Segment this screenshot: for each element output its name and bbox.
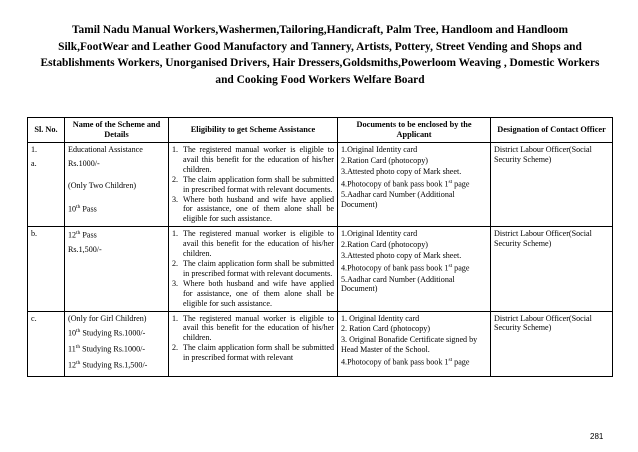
eligibility-condition bbox=[172, 343, 334, 363]
cell-officer bbox=[491, 311, 613, 377]
sl-no-text: b. bbox=[31, 229, 38, 239]
document-item: 5.Aadhar card Number (Additional Document) bbox=[341, 190, 455, 210]
condition-number: 2. bbox=[172, 174, 179, 184]
cell-officer bbox=[491, 143, 613, 227]
scheme-line: 10th Studying Rs.1000/- bbox=[68, 328, 146, 339]
cell-sl-no bbox=[28, 311, 65, 377]
cell-eligibility bbox=[169, 311, 338, 377]
condition-number: 1. bbox=[172, 145, 179, 154]
header-sl-no: Sl. No. bbox=[28, 118, 65, 143]
eligibility-condition bbox=[172, 195, 334, 225]
table-header-row bbox=[28, 118, 613, 143]
officer-text: District Labour Officer(Social Security Scheme) bbox=[494, 229, 592, 249]
cell-scheme bbox=[65, 143, 169, 227]
condition-text: The registered manual worker is eligible to avail this benefit for the education of his/her children. bbox=[183, 313, 334, 343]
cell-sl-no bbox=[28, 227, 65, 311]
condition-number: 3. bbox=[172, 278, 179, 288]
document-item: 1.Original Identity card bbox=[341, 229, 418, 239]
scheme-line: (Only Two Children) bbox=[68, 180, 137, 190]
document-item: 2. Ration Card (photocopy) bbox=[341, 324, 431, 334]
officer-text: District Labour Officer(Social Security Scheme) bbox=[494, 145, 592, 164]
table-row bbox=[28, 311, 613, 377]
document-item: 2.Ration Card (photocopy) bbox=[341, 240, 428, 250]
condition-number: 1. bbox=[172, 229, 179, 239]
cell-documents bbox=[338, 227, 491, 311]
cell-scheme bbox=[65, 311, 169, 377]
scheme-line: 12th Pass bbox=[68, 230, 97, 240]
cell-officer bbox=[491, 227, 613, 311]
table-body bbox=[28, 143, 613, 377]
document-item: 1.Original Identity card bbox=[341, 145, 418, 154]
document-item: 3.Attested photo copy of Mark sheet. bbox=[341, 251, 462, 261]
condition-number: 2. bbox=[172, 258, 179, 268]
condition-text: The registered manual worker is eligible to avail this benefit for the education of his/her children. bbox=[183, 145, 334, 174]
scheme-line: Rs.1000/- bbox=[68, 158, 100, 168]
header-officer: Designation of Contact Officer bbox=[491, 118, 613, 143]
condition-text: Where both husband and wife have applied for assistance, one of them alone shall be eligible for such assistance. bbox=[183, 194, 334, 224]
eligibility-condition bbox=[172, 145, 334, 175]
eligibility-condition bbox=[172, 259, 334, 279]
condition-number: 3. bbox=[172, 194, 179, 204]
eligibility-condition bbox=[172, 314, 334, 344]
sl-no-text: a. bbox=[31, 158, 37, 168]
document-item: 1. Original Identity card bbox=[341, 313, 420, 323]
document-item: 4.Photocopy of bank pass book 1st page bbox=[341, 178, 470, 189]
eligibility-condition bbox=[172, 175, 334, 195]
officer-text: District Labour Officer(Social Security Scheme) bbox=[494, 313, 592, 333]
cell-scheme bbox=[65, 227, 169, 311]
cell-eligibility bbox=[169, 227, 338, 311]
condition-text: Where both husband and wife have applied for assistance, one of them alone shall be eligible for such assistance. bbox=[183, 278, 334, 308]
condition-number: 2. bbox=[172, 343, 179, 353]
condition-number: 1. bbox=[172, 313, 179, 323]
document-item: 2.Ration Card (photocopy) bbox=[341, 155, 428, 165]
document-item: 4.Photocopy of bank pass book 1st page bbox=[341, 262, 470, 273]
header-documents: Documents to be enclosed by the Applicant bbox=[338, 118, 491, 143]
scheme-line: (Only for Girl Children) bbox=[68, 313, 147, 323]
document-item: 5.Aadhar card Number (Additional Document) bbox=[341, 274, 455, 294]
scheme-line: Educational Assistance bbox=[68, 145, 143, 154]
condition-text: The claim application form shall be submitted in prescribed format with relevant documents. bbox=[183, 174, 334, 194]
scheme-table bbox=[27, 117, 613, 377]
sl-no-text: c. bbox=[31, 313, 37, 323]
page-number: 281 bbox=[590, 432, 604, 441]
cell-documents bbox=[338, 311, 491, 377]
cell-documents bbox=[338, 143, 491, 227]
document-item: 3. Original Bonafide Certificate signed by Head Master of the School. bbox=[341, 335, 478, 355]
cell-sl-no bbox=[28, 143, 65, 227]
document-item: 3.Attested photo copy of Mark sheet. bbox=[341, 166, 462, 176]
condition-text: The registered manual worker is eligible to avail this benefit for the education of his/her children. bbox=[183, 229, 334, 259]
header-eligibility: Eligibility to get Scheme Assistance bbox=[169, 118, 338, 143]
sl-no-text: 1. bbox=[31, 145, 38, 154]
table-row bbox=[28, 143, 613, 227]
condition-text: The claim application form shall be submitted in prescribed format with relevant documents. bbox=[183, 258, 334, 278]
eligibility-condition bbox=[172, 229, 334, 259]
document-item: 4.Photocopy of bank pass book 1st page bbox=[341, 357, 470, 367]
table-row bbox=[28, 227, 613, 311]
header-scheme: Name of the Scheme and Details bbox=[65, 118, 169, 143]
scheme-line: 11th Studying Rs.1000/- bbox=[68, 344, 146, 354]
eligibility-condition bbox=[172, 279, 334, 309]
scheme-line: 12th Studying Rs.1,500/- bbox=[68, 359, 148, 370]
page-title: Tamil Nadu Manual Workers,Washermen,Tailoring,Handicraft, Palm Tree, Handloom and Handloom Silk,FootWear and Leather Good Manufactory and Tannery, Artists, Pottery, Street Vending and Shops and Establishments Workers, Unorganised Drivers, Hair Dressers,Goldsmiths,Powerloom Weaving , Domestic Workers and Cooking Food Workers Welfare Board bbox=[40, 24, 600, 86]
scheme-line: Rs.1,500/- bbox=[68, 244, 102, 254]
cell-eligibility bbox=[169, 143, 338, 227]
condition-text: The claim application form shall be submitted in prescribed format with relevant bbox=[183, 343, 334, 363]
scheme-line: 10th Pass bbox=[68, 203, 97, 214]
